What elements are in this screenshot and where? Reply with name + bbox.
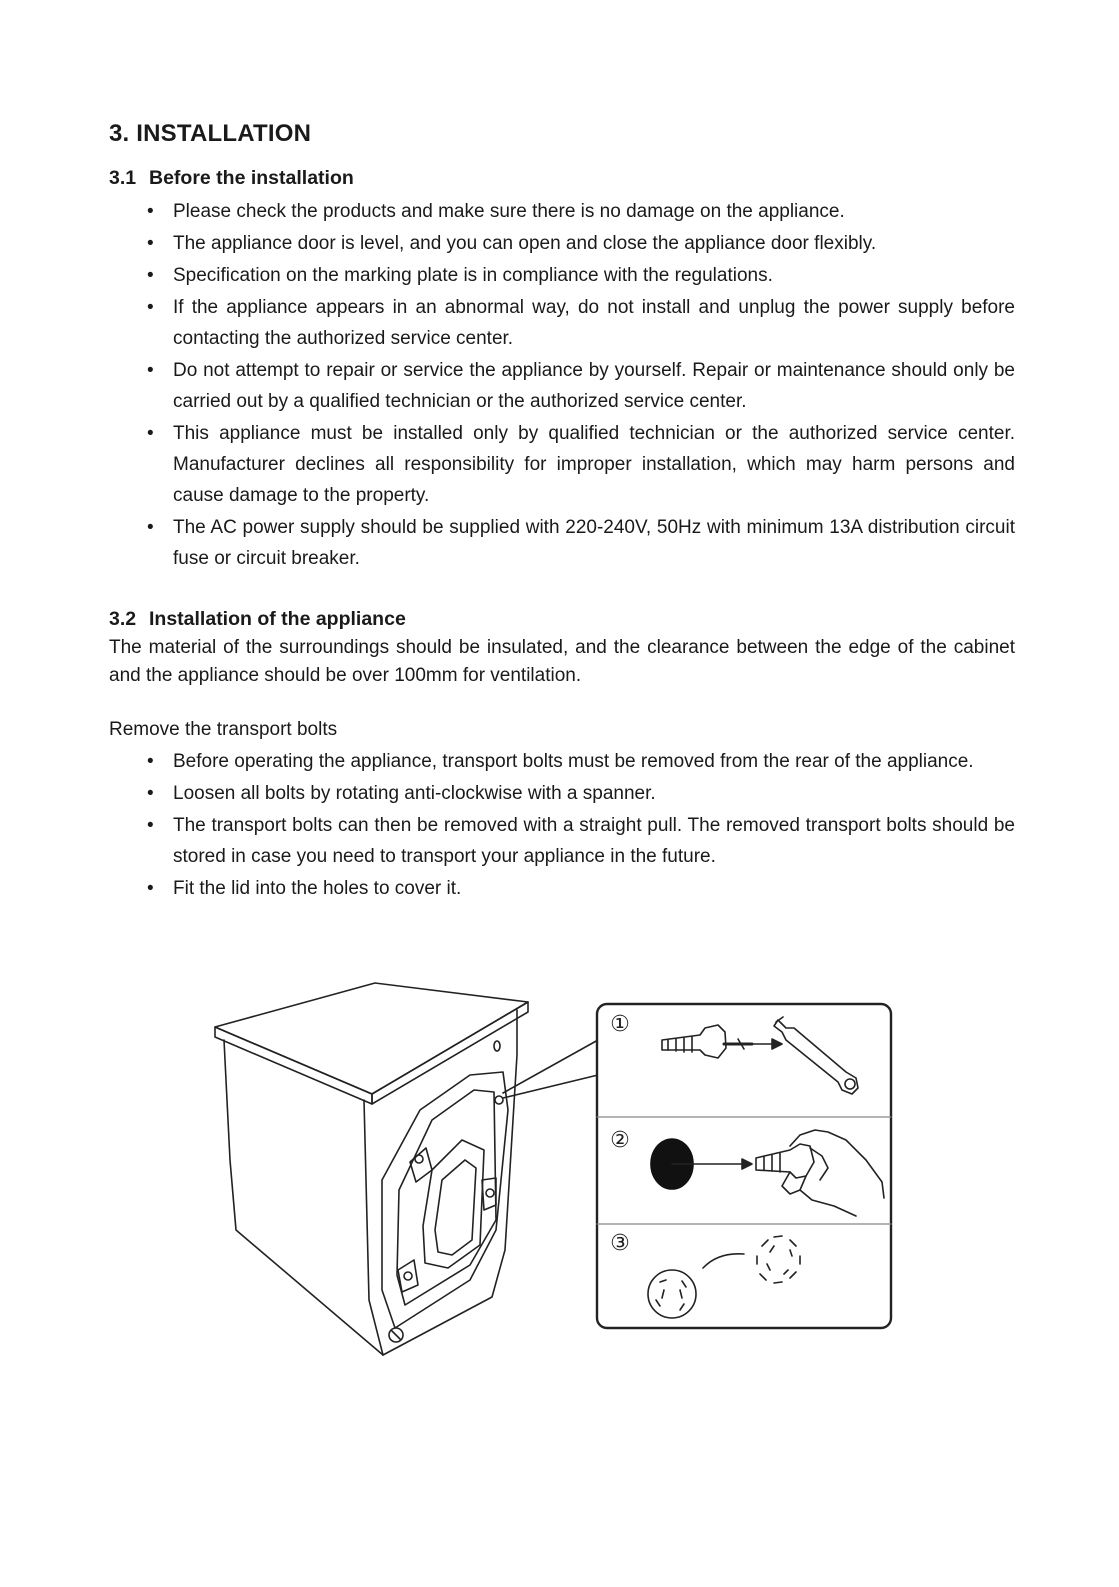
before-installation-list [109, 196, 1015, 575]
section-heading-installation [109, 608, 406, 631]
step-3-label: ③ [610, 1231, 630, 1256]
transport-bolts-list [109, 746, 1015, 905]
step-2-label: ② [610, 1128, 630, 1153]
list-item: • Please check the products and make sure there is no damage on the appliance. [109, 196, 1015, 227]
washing-machine-rear-drawing [215, 983, 598, 1355]
installation-intro: The material of the surroundings should be insulated, and the clearance between the edge of the cabinet and the appliance should be over 100mm for ventilation. [109, 637, 1015, 686]
list-item: • Specification on the marking plate is in compliance with the regulations. [109, 260, 1015, 291]
list-item: • Do not attempt to repair or service the appliance by yourself. Repair or maintenance should only be carried out by a qualified technician or the authorized service center. [109, 355, 1015, 417]
section-number: 3.1 [109, 167, 137, 189]
section-number: 3.2 [109, 608, 137, 630]
list-item: • The transport bolts can then be removed with a straight pull. The removed transport bolts should be stored in case you need to transport your appliance in the future. [109, 810, 1015, 872]
list-item: • The appliance door is level, and you can open and close the appliance door flexibly. [109, 228, 1015, 259]
transport-bolts-subheading: Remove the transport bolts [109, 719, 338, 740]
list-item: • This appliance must be installed only by qualified technician or the authorized service center. Manufacturer declines all responsibility for improper installation, which may harm persons and cause damage to the property. [109, 418, 1015, 511]
page-title: 3. INSTALLATION [109, 120, 312, 147]
section-heading-before-installation [109, 167, 354, 190]
transport-bolt-removal-illustration [205, 975, 905, 1365]
list-item: • Fit the lid into the holes to cover it. [109, 873, 1015, 904]
list-item: • The AC power supply should be supplied with 220-240V, 50Hz with minimum 13A distribution circuit fuse or circuit breaker. [109, 512, 1015, 574]
section-title: Installation of the appliance [149, 608, 406, 630]
list-item: • If the appliance appears in an abnormal way, do not install and unplug the power supply before contacting the authorized service center. [109, 292, 1015, 354]
step-1-label: ① [610, 1012, 630, 1037]
section-title: Before the installation [149, 167, 354, 189]
steps-panel [597, 1004, 891, 1328]
list-item: • Before operating the appliance, transport bolts must be removed from the rear of the appliance. [109, 746, 1015, 777]
list-item: • Loosen all bolts by rotating anti-clockwise with a spanner. [109, 778, 1015, 809]
